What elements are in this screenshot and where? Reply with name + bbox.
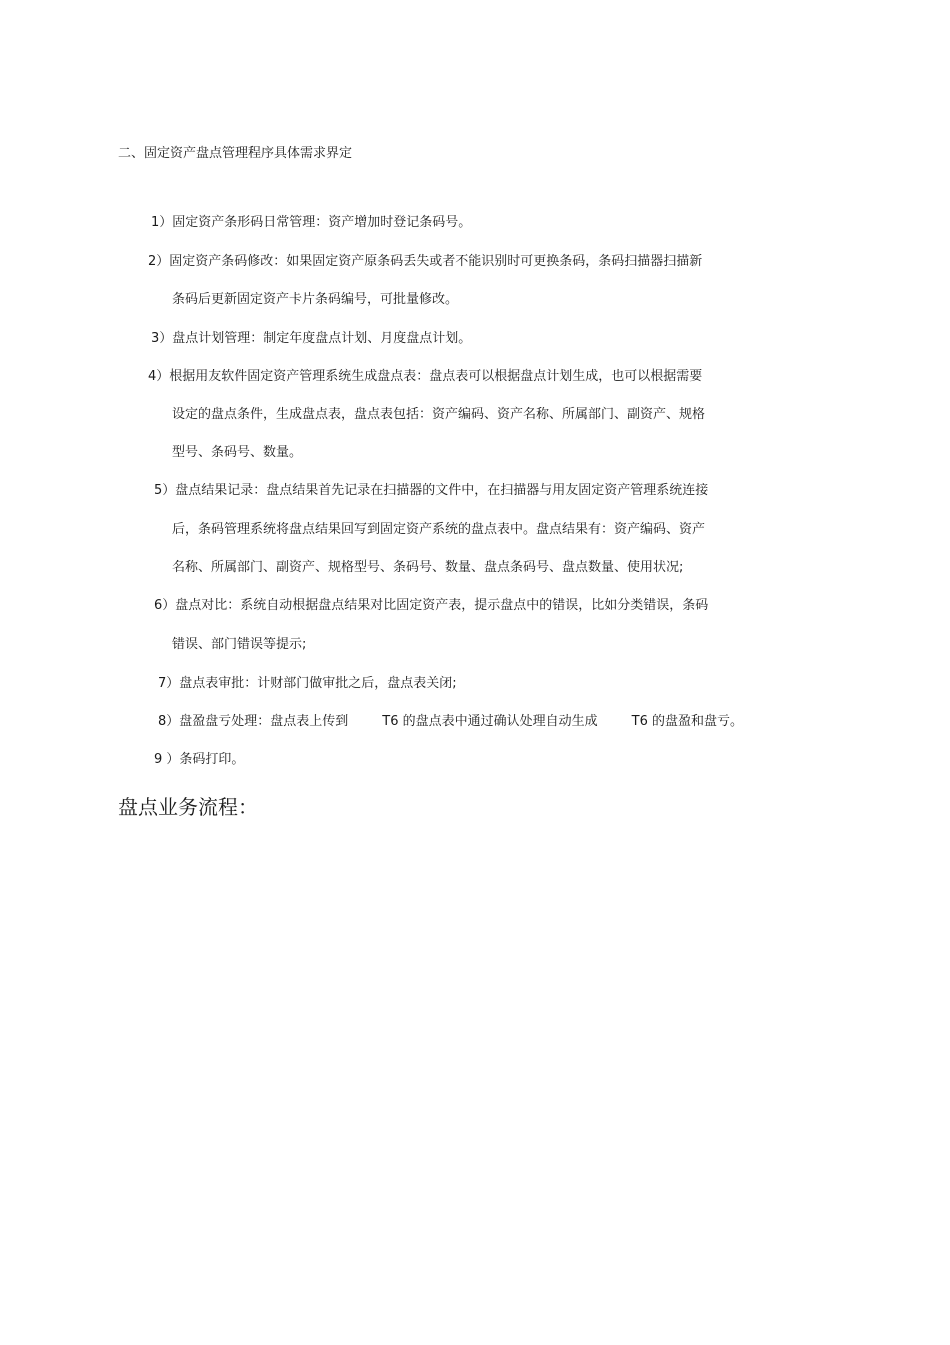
list-item-8-part-1: 8）盘盈盘亏处理：盘点表上传到 bbox=[158, 714, 349, 729]
list-item-3: 3）盘点计划管理：制定年度盘点计划、月度盘点计划。 bbox=[151, 331, 472, 346]
section-heading: 盘点业务流程： bbox=[118, 795, 258, 819]
section-title: 二、固定资产盘点管理程序具体需求界定 bbox=[118, 146, 353, 161]
list-item-2-line-1: 2）固定资产条码修改：如果固定资产原条码丢失或者不能识别时可更换条码，条码扫描器扫描新 bbox=[148, 254, 703, 269]
list-item-7: 7）盘点表审批：计财部门做审批之后，盘点表关闭; bbox=[158, 676, 457, 691]
list-item-2-line-2: 条码后更新固定资产卡片条码编号，可批量修改。 bbox=[172, 292, 459, 307]
list-item-6-line-2: 错误、部门错误等提示; bbox=[172, 637, 307, 652]
list-item-8-part-2: T6 的盘点表中通过确认处理自动生成 bbox=[382, 714, 598, 729]
list-item-5-line-3: 名称、所属部门、副资产、规格型号、条码号、数量、盘点条码号、盘点数量、使用状况; bbox=[172, 560, 684, 575]
list-item-9: 9 ）条码打印。 bbox=[154, 752, 245, 767]
list-item-6-line-1: 6）盘点对比：系统自动根据盘点结果对比固定资产表，提示盘点中的错误，比如分类错误，条码 bbox=[154, 598, 709, 613]
list-item-4-line-3: 型号、条码号、数量。 bbox=[172, 445, 303, 460]
list-item-8 bbox=[158, 714, 743, 730]
list-item-4-line-2: 设定的盘点条件，生成盘点表，盘点表包括：资产编码、资产名称、所属部门、副资产、规格 bbox=[172, 407, 706, 422]
list-item-8-part-3: T6 的盘盈和盘亏。 bbox=[631, 714, 743, 729]
list-item-4-line-1: 4）根据用友软件固定资产管理系统生成盘点表：盘点表可以根据盘点计划生成，也可以根据需要 bbox=[148, 369, 703, 384]
list-item-5-line-2: 后，条码管理系统将盘点结果回写到固定资产系统的盘点表中。盘点结果有：资产编码、资产 bbox=[172, 522, 706, 537]
list-item-5-line-1: 5）盘点结果记录：盘点结果首先记录在扫描器的文件中，在扫描器与用友固定资产管理系统连接 bbox=[154, 483, 709, 498]
list-item-1: 1）固定资产条形码日常管理：资产增加时登记条码号。 bbox=[151, 215, 472, 230]
